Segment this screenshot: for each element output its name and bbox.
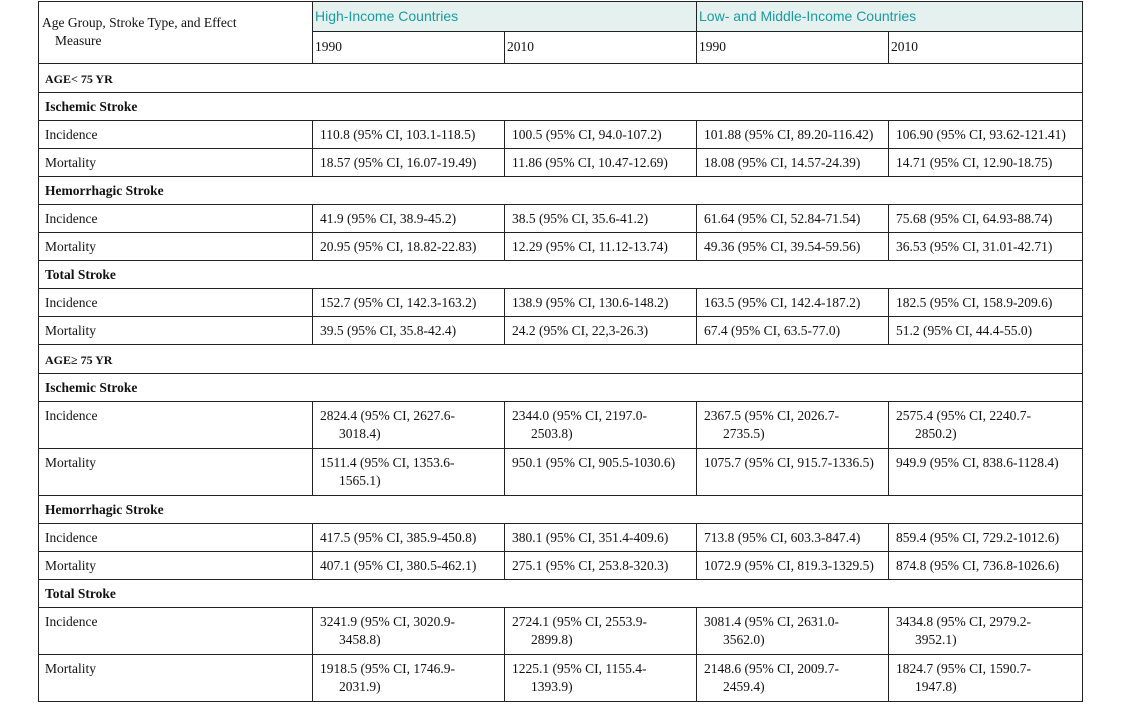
measure-label: Mortality xyxy=(39,149,313,177)
table-cell xyxy=(313,608,505,655)
cell-value: 61.64 (95% CI, 52.84-71.54) xyxy=(704,211,861,226)
cell-value-continued: 2459.4) xyxy=(723,679,765,694)
table-cell xyxy=(505,402,697,449)
cell-value: 3081.4 (95% CI, 2631.0- xyxy=(704,614,840,629)
table-cell xyxy=(889,449,1083,496)
cell-value: 1918.5 (95% CI, 1746.9- xyxy=(320,661,455,676)
cell-value: 713.8 (95% CI, 603.3-847.4) xyxy=(704,530,861,545)
corner-header-line1: Age Group, Stroke Type, and Effect xyxy=(42,15,237,30)
cell-value: 2367.5 (95% CI, 2026.7- xyxy=(704,408,840,423)
table-cell xyxy=(313,205,505,233)
table-cell xyxy=(313,149,505,177)
cell-value: 182.5 (95% CI, 158.9-209.6) xyxy=(896,295,1053,310)
stroke-type-label: Hemorrhagic Stroke xyxy=(39,177,1083,205)
cell-value: 67.4 (95% CI, 63.5-77.0) xyxy=(704,323,841,338)
stroke-table-container xyxy=(38,1,1083,702)
table-cell xyxy=(697,205,889,233)
table-cell xyxy=(697,449,889,496)
age-group-row xyxy=(39,345,1083,374)
stroke-type-row xyxy=(39,177,1083,205)
table-cell xyxy=(889,121,1083,149)
table-row xyxy=(39,317,1083,345)
cell-value: 417.5 (95% CI, 385.9-450.8) xyxy=(320,530,477,545)
measure-label: Incidence xyxy=(39,402,313,449)
table-cell xyxy=(697,121,889,149)
cell-value: 1072.9 (95% CI, 819.3-1329.5) xyxy=(704,558,874,573)
table-cell xyxy=(697,524,889,552)
cell-value: 49.36 (95% CI, 39.54-59.56) xyxy=(704,239,861,254)
table-row xyxy=(39,121,1083,149)
measure-label: Mortality xyxy=(39,552,313,580)
stroke-type-label: Total Stroke xyxy=(39,261,1083,289)
cell-value-continued: 2503.8) xyxy=(531,426,573,441)
table-cell xyxy=(889,552,1083,580)
table-cell xyxy=(313,449,505,496)
cell-value: 51.2 (95% CI, 44.4-55.0) xyxy=(896,323,1033,338)
age-group-label: AGE≥ 75 YR xyxy=(39,345,1083,374)
year-header-high-2010: 2010 xyxy=(505,32,697,64)
stroke-type-row xyxy=(39,496,1083,524)
table-row xyxy=(39,149,1083,177)
cell-value: 859.4 (95% CI, 729.2-1012.6) xyxy=(896,530,1060,545)
cell-value: 20.95 (95% CI, 18.82-22.83) xyxy=(320,239,477,254)
cell-value: 275.1 (95% CI, 253.8-320.3) xyxy=(512,558,669,573)
header-row-groups xyxy=(39,2,1083,32)
table-cell xyxy=(697,552,889,580)
cell-value: 14.71 (95% CI, 12.90-18.75) xyxy=(896,155,1053,170)
table-row xyxy=(39,289,1083,317)
measure-label: Mortality xyxy=(39,317,313,345)
table-row xyxy=(39,655,1083,702)
measure-label: Incidence xyxy=(39,121,313,149)
cell-value: 18.08 (95% CI, 14.57-24.39) xyxy=(704,155,861,170)
table-cell xyxy=(889,205,1083,233)
table-cell xyxy=(697,233,889,261)
table-body xyxy=(39,64,1083,702)
table-row xyxy=(39,402,1083,449)
cell-value: 2575.4 (95% CI, 2240.7- xyxy=(896,408,1032,423)
high-income-header: High-Income Countries xyxy=(313,2,697,32)
table-cell xyxy=(889,402,1083,449)
stroke-data-table xyxy=(38,1,1083,702)
cell-value: 41.9 (95% CI, 38.9-45.2) xyxy=(320,211,457,226)
measure-label: Incidence xyxy=(39,608,313,655)
cell-value-continued: 3562.0) xyxy=(723,632,765,647)
table-row xyxy=(39,552,1083,580)
cell-value: 1075.7 (95% CI, 915.7-1336.5) xyxy=(704,455,874,470)
age-group-row xyxy=(39,64,1083,93)
cell-value: 38.5 (95% CI, 35.6-41.2) xyxy=(512,211,649,226)
cell-value: 2344.0 (95% CI, 2197.0- xyxy=(512,408,647,423)
table-cell xyxy=(313,233,505,261)
cell-value-continued: 2735.5) xyxy=(723,426,765,441)
table-cell xyxy=(889,317,1083,345)
cell-value-continued: 3952.1) xyxy=(915,632,957,647)
cell-value: 950.1 (95% CI, 905.5-1030.6) xyxy=(512,455,676,470)
table-cell xyxy=(505,233,697,261)
cell-value: 1225.1 (95% CI, 1155.4- xyxy=(512,661,647,676)
corner-header xyxy=(39,2,313,64)
cell-value-continued: 2850.2) xyxy=(915,426,957,441)
cell-value-continued: 2899.8) xyxy=(531,632,573,647)
cell-value: 11.86 (95% CI, 10.47-12.69) xyxy=(512,155,668,170)
low-middle-income-header: Low- and Middle-Income Countries xyxy=(697,2,1083,32)
cell-value: 106.90 (95% CI, 93.62-121.41) xyxy=(896,127,1066,142)
table-cell xyxy=(505,655,697,702)
table-cell xyxy=(889,524,1083,552)
stroke-type-row xyxy=(39,580,1083,608)
cell-value: 100.5 (95% CI, 94.0-107.2) xyxy=(512,127,662,142)
table-row xyxy=(39,608,1083,655)
cell-value: 39.5 (95% CI, 35.8-42.4) xyxy=(320,323,457,338)
year-header-lmic-2010: 2010 xyxy=(889,32,1083,64)
year-header-lmic-1990: 1990 xyxy=(697,32,889,64)
table-cell xyxy=(313,317,505,345)
table-row xyxy=(39,205,1083,233)
table-cell xyxy=(889,289,1083,317)
stroke-type-row xyxy=(39,374,1083,402)
cell-value: 152.7 (95% CI, 142.3-163.2) xyxy=(320,295,477,310)
age-group-label: AGE< 75 YR xyxy=(39,64,1083,93)
stroke-type-label: Total Stroke xyxy=(39,580,1083,608)
cell-value: 2148.6 (95% CI, 2009.7- xyxy=(704,661,840,676)
corner-header-line2: Measure xyxy=(55,33,102,48)
stroke-type-row xyxy=(39,261,1083,289)
cell-value: 949.9 (95% CI, 838.6-1128.4) xyxy=(896,455,1059,470)
table-row xyxy=(39,524,1083,552)
table-cell xyxy=(505,524,697,552)
table-cell xyxy=(889,233,1083,261)
table-row xyxy=(39,449,1083,496)
table-cell xyxy=(313,121,505,149)
table-cell xyxy=(505,608,697,655)
measure-label: Incidence xyxy=(39,289,313,317)
table-cell xyxy=(697,402,889,449)
table-cell xyxy=(313,655,505,702)
table-cell xyxy=(697,317,889,345)
cell-value: 3434.8 (95% CI, 2979.2- xyxy=(896,614,1032,629)
table-cell xyxy=(505,149,697,177)
cell-value: 380.1 (95% CI, 351.4-409.6) xyxy=(512,530,669,545)
cell-value: 24.2 (95% CI, 22,3-26.3) xyxy=(512,323,649,338)
cell-value: 110.8 (95% CI, 103.1-118.5) xyxy=(320,127,476,142)
measure-label: Mortality xyxy=(39,233,313,261)
table-cell xyxy=(313,289,505,317)
table-cell xyxy=(505,449,697,496)
stroke-type-label: Ischemic Stroke xyxy=(39,93,1083,121)
table-cell xyxy=(697,149,889,177)
table-cell xyxy=(697,289,889,317)
year-header-high-1990: 1990 xyxy=(313,32,505,64)
cell-value: 1511.4 (95% CI, 1353.6- xyxy=(320,455,455,470)
table-cell xyxy=(313,524,505,552)
cell-value: 18.57 (95% CI, 16.07-19.49) xyxy=(320,155,477,170)
cell-value-continued: 1947.8) xyxy=(915,679,957,694)
cell-value: 101.88 (95% CI, 89.20-116.42) xyxy=(704,127,874,142)
measure-label: Mortality xyxy=(39,449,313,496)
table-cell xyxy=(313,552,505,580)
measure-label: Mortality xyxy=(39,655,313,702)
measure-label: Incidence xyxy=(39,524,313,552)
table-cell xyxy=(505,317,697,345)
table-row xyxy=(39,233,1083,261)
stroke-type-row xyxy=(39,93,1083,121)
stroke-type-label: Hemorrhagic Stroke xyxy=(39,496,1083,524)
table-cell xyxy=(889,655,1083,702)
table-cell xyxy=(505,205,697,233)
cell-value: 75.68 (95% CI, 64.93-88.74) xyxy=(896,211,1053,226)
cell-value: 407.1 (95% CI, 380.5-462.1) xyxy=(320,558,477,573)
cell-value: 874.8 (95% CI, 736.8-1026.6) xyxy=(896,558,1060,573)
table-cell xyxy=(889,149,1083,177)
cell-value: 163.5 (95% CI, 142.4-187.2) xyxy=(704,295,861,310)
cell-value: 2824.4 (95% CI, 2627.6- xyxy=(320,408,455,423)
cell-value: 2724.1 (95% CI, 2553.9- xyxy=(512,614,647,629)
table-cell xyxy=(697,655,889,702)
table-cell xyxy=(505,289,697,317)
table-cell xyxy=(313,402,505,449)
table-cell xyxy=(889,608,1083,655)
cell-value: 1824.7 (95% CI, 1590.7- xyxy=(896,661,1032,676)
table-cell xyxy=(505,552,697,580)
measure-label: Incidence xyxy=(39,205,313,233)
cell-value: 12.29 (95% CI, 11.12-13.74) xyxy=(512,239,668,254)
table-cell xyxy=(697,608,889,655)
cell-value: 3241.9 (95% CI, 3020.9- xyxy=(320,614,455,629)
cell-value-continued: 3458.8) xyxy=(339,632,381,647)
cell-value-continued: 2031.9) xyxy=(339,679,381,694)
cell-value: 138.9 (95% CI, 130.6-148.2) xyxy=(512,295,669,310)
cell-value-continued: 1565.1) xyxy=(339,473,381,488)
stroke-type-label: Ischemic Stroke xyxy=(39,374,1083,402)
cell-value-continued: 1393.9) xyxy=(531,679,573,694)
cell-value: 36.53 (95% CI, 31.01-42.71) xyxy=(896,239,1053,254)
cell-value-continued: 3018.4) xyxy=(339,426,381,441)
table-cell xyxy=(505,121,697,149)
